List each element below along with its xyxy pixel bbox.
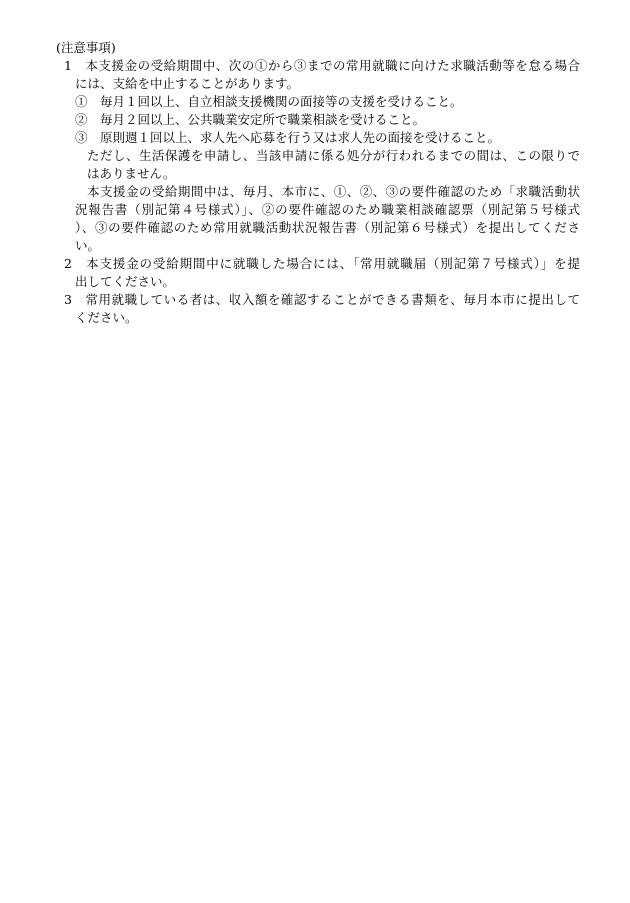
item-1-report-line-4: い。 [75, 238, 101, 253]
notes-heading: (注意事項) [56, 40, 116, 55]
item-1-report-line-3: ）、③の要件確認のため常用就職活動状況報告書（別記第６号様式）を提出してくださ [75, 220, 580, 235]
item-3-line-1: 3 常用就職している者は、収入額を確認することができる書類を、毎月本市に提出して [64, 292, 580, 307]
item-1-report-line-1: 本支援金の受給期間中は、毎月、本市に、①、②、③の要件確認のため「求職活動状 [87, 184, 580, 199]
item-1-proviso-line-2: はありません。 [87, 166, 176, 181]
item-1-sub-1: ① 毎月１回以上、自立相談支援機関の面接等の支援を受けること。 [75, 94, 463, 109]
item-1-sub-3: ③ 原則週１回以上、求人先へ応募を行う又は求人先の面接を受けること。 [75, 130, 501, 145]
item-3-line-2: ください。 [75, 310, 138, 325]
item-2-line-1: 2 本支援金の受給期間中に就職した場合には、「常用就職届（別記第７号様式）」を提 [64, 256, 580, 271]
item-1-line-1: 1 本支援金の受給期間中、次の①から③までの常用就職に向けた求職活動等を怠る場合 [64, 58, 580, 73]
item-1-sub-2: ② 毎月２回以上、公共職業安定所で職業相談を受けること。 [75, 112, 426, 127]
item-1-report-line-2: 況報告書（別記第４号様式）」、②の要件確認のため職業相談確認票（別記第５号様式 [75, 202, 580, 217]
item-1-line-2: には、支給を中止することがあります。 [75, 76, 300, 91]
item-2-line-2: 出してください。 [75, 274, 176, 289]
item-1-proviso-line-1: ただし、生活保護を申請し、当該申請に係る処分が行われるまでの間は、この限りで [87, 148, 580, 163]
